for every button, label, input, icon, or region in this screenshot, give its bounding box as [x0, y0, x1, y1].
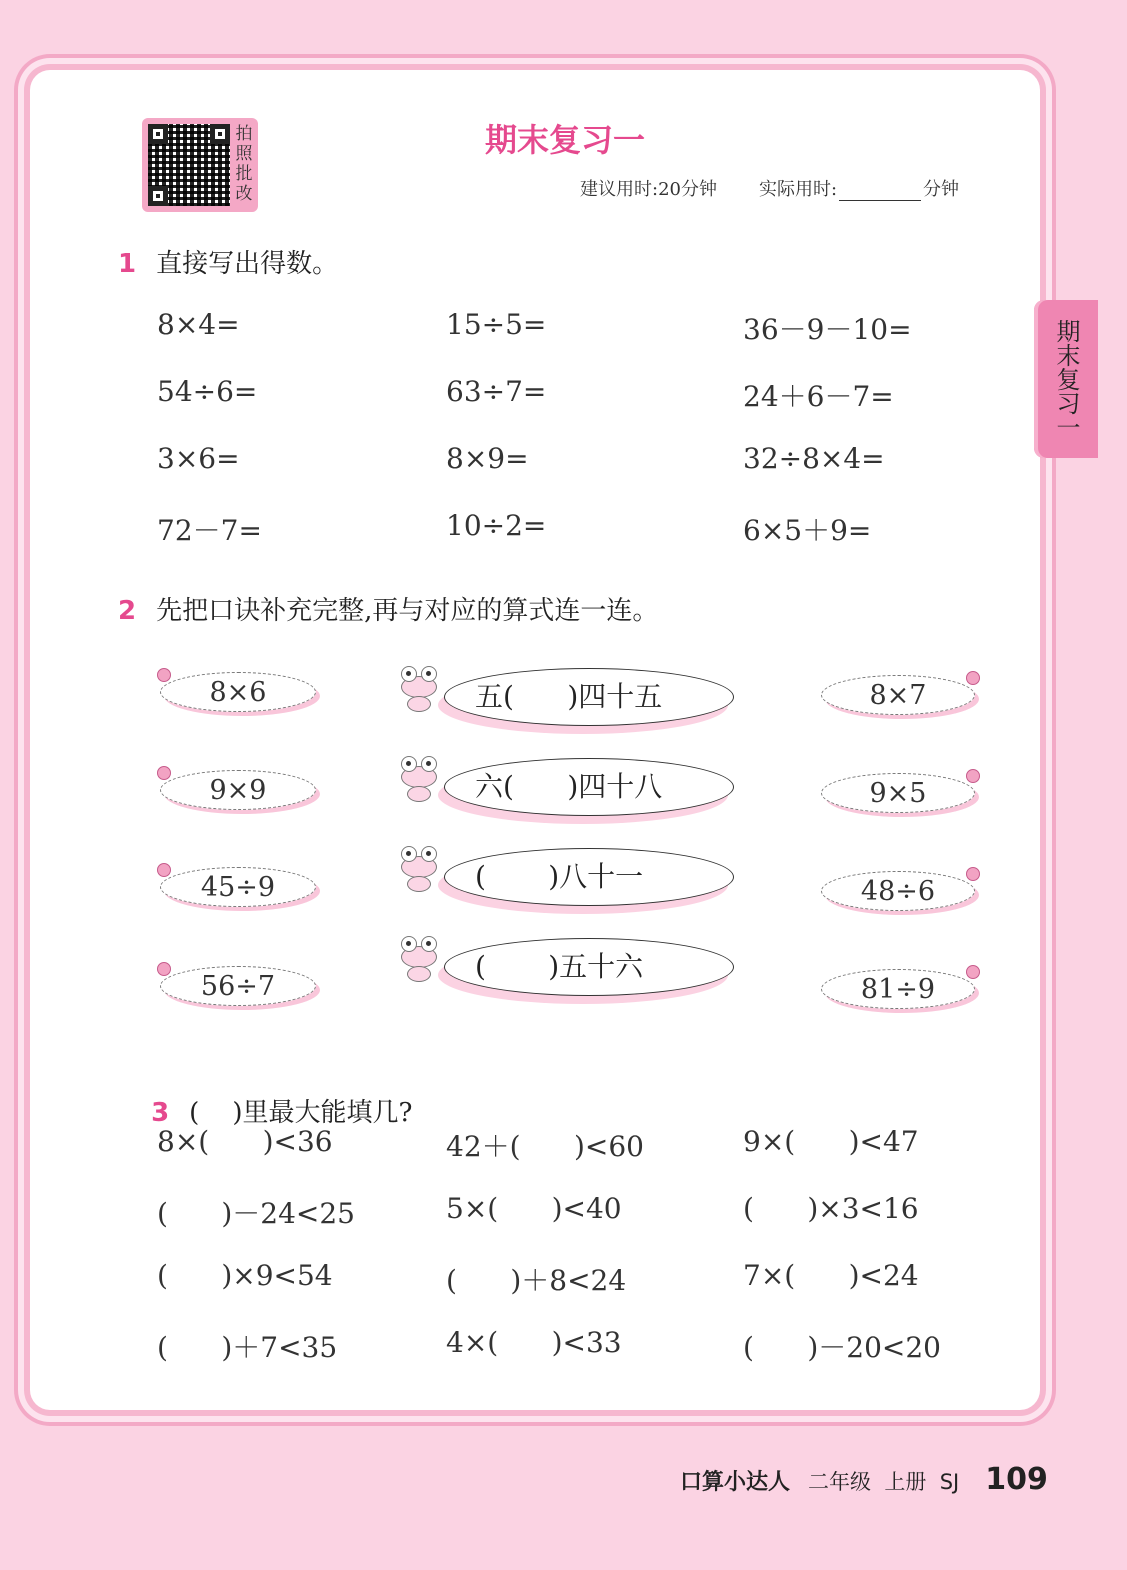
qr-code-icon: [148, 124, 230, 206]
page-footer: [680, 1462, 1048, 1497]
question-text: ( )里最大能填几?: [189, 1098, 413, 1128]
q1-expression[interactable]: 54÷6=: [157, 375, 258, 408]
left-expression-bubble[interactable]: 8×6: [160, 672, 316, 712]
frog-icon: [399, 756, 439, 802]
q1-expression[interactable]: 3×6=: [157, 442, 240, 475]
q3-inequality[interactable]: ( )×3<16: [743, 1192, 919, 1225]
q1-expression[interactable]: 36－9－10=: [743, 313, 912, 346]
q1-expression[interactable]: 8×9=: [446, 442, 529, 475]
q3-inequality[interactable]: ( )＋7<35: [157, 1331, 338, 1364]
q3-inequality[interactable]: 42＋( )<60: [446, 1130, 644, 1163]
flower-icon: [966, 867, 980, 881]
q3-inequality[interactable]: 9×( )<47: [743, 1125, 919, 1158]
actual-time-blank[interactable]: [839, 182, 921, 201]
page-title: 期末复习一: [484, 121, 645, 159]
right-expression-bubble[interactable]: 9×5: [821, 773, 975, 813]
left-expression-bubble[interactable]: 56÷7: [160, 966, 316, 1006]
q1-expression[interactable]: 6×5＋9=: [743, 514, 872, 547]
footer-grade: 二年级 上册 SJ: [808, 1470, 960, 1494]
suggested-time: 建议用时:20分钟: [580, 179, 717, 200]
question-number: 2: [118, 596, 137, 626]
q1-expression[interactable]: 32÷8×4=: [743, 442, 885, 475]
footer-brand: 口算小达人: [680, 1470, 791, 1495]
question-1-heading: [118, 243, 338, 280]
question-text: 先把口诀补充完整,再与对应的算式连一连。: [156, 596, 659, 626]
q3-inequality[interactable]: ( )×9<54: [157, 1259, 333, 1292]
question-text: 直接写出得数。: [156, 249, 339, 279]
q3-inequality[interactable]: 4×( )<33: [446, 1326, 622, 1359]
qr-label: 拍照批改: [235, 124, 253, 204]
flower-icon: [966, 671, 980, 685]
question-number: 3: [151, 1098, 170, 1128]
rhyme-text: ( )八十一: [475, 860, 644, 893]
flower-icon: [966, 769, 980, 783]
timing-info: [580, 175, 959, 201]
multiplication-rhyme-bubble[interactable]: [444, 668, 734, 726]
question-number: 1: [118, 249, 137, 279]
page-number: 109: [985, 1462, 1048, 1497]
flower-icon: [966, 965, 980, 979]
frog-icon: [399, 666, 439, 712]
q1-expression[interactable]: 63÷7=: [446, 375, 547, 408]
q1-expression[interactable]: 24＋6－7=: [743, 380, 894, 413]
q3-inequality[interactable]: ( )＋8<24: [446, 1264, 627, 1297]
actual-time-unit: 分钟: [923, 179, 960, 200]
actual-time-label: 实际用时:: [758, 179, 838, 200]
frog-icon: [399, 846, 439, 892]
left-expression-bubble[interactable]: 9×9: [160, 770, 316, 810]
flower-icon: [157, 863, 171, 877]
right-expression-bubble[interactable]: 81÷9: [821, 969, 975, 1009]
left-expression-bubble[interactable]: 45÷9: [160, 867, 316, 907]
multiplication-rhyme-bubble[interactable]: [444, 758, 734, 816]
rhyme-text: 六( )四十八: [475, 770, 663, 803]
rhyme-text: ( )五十六: [475, 950, 644, 983]
multiplication-rhyme-bubble[interactable]: [444, 848, 734, 906]
flower-icon: [157, 668, 171, 682]
q3-inequality[interactable]: 7×( )<24: [743, 1259, 919, 1292]
flower-icon: [157, 962, 171, 976]
qr-code-badge[interactable]: [142, 118, 258, 212]
rhyme-text: 五( )四十五: [475, 680, 663, 713]
q3-inequality[interactable]: ( )－24<25: [157, 1197, 355, 1230]
q1-expression[interactable]: 15÷5=: [446, 308, 547, 341]
frog-icon: [399, 936, 439, 982]
q3-inequality[interactable]: 8×( )<36: [157, 1125, 333, 1158]
multiplication-rhyme-bubble[interactable]: [444, 938, 734, 996]
side-tab: 期末复习一: [1034, 300, 1098, 458]
right-expression-bubble[interactable]: 8×7: [821, 675, 975, 715]
q3-inequality[interactable]: 5×( )<40: [446, 1192, 622, 1225]
q3-inequality[interactable]: ( )－20<20: [743, 1331, 941, 1364]
flower-icon: [157, 766, 171, 780]
question-2-heading: [118, 590, 658, 627]
q1-expression[interactable]: 72－7=: [157, 514, 262, 547]
right-expression-bubble[interactable]: 48÷6: [821, 871, 975, 911]
q1-expression[interactable]: 10÷2=: [446, 509, 547, 542]
q1-expression[interactable]: 8×4=: [157, 308, 240, 341]
